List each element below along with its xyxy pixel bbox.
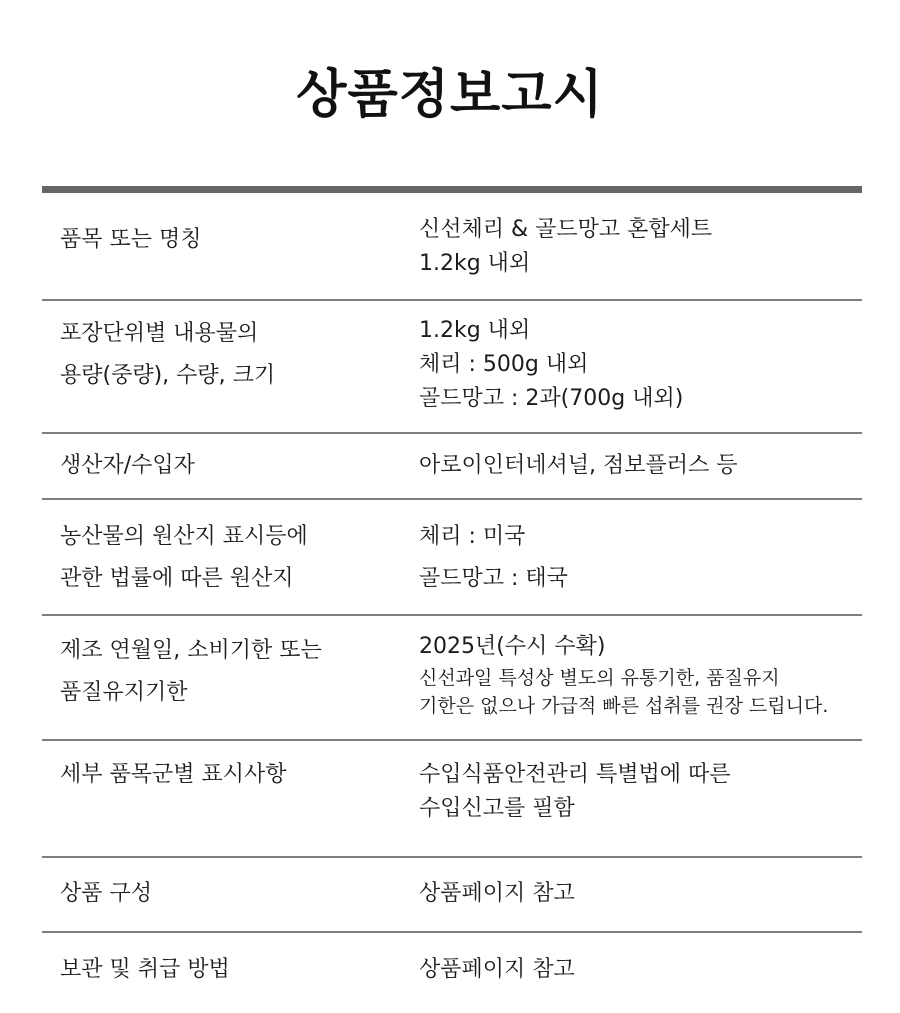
row-value: 수입식품안전관리 특별법에 따른 수입신고를 필함 <box>419 762 731 821</box>
product-info-table <box>42 186 862 1013</box>
table-row <box>42 434 862 500</box>
row-value: 아로이인터네셔널, 점보플러스 등 <box>419 453 738 478</box>
row-label: 생산자/수입자 <box>60 453 195 478</box>
row-value: 상품페이지 참고 <box>419 957 575 982</box>
table-row <box>42 500 862 616</box>
table-row <box>42 301 862 434</box>
row-label: 상품 구성 <box>60 881 153 906</box>
row-value: 상품페이지 참고 <box>419 881 575 906</box>
table-row <box>42 933 862 1013</box>
row-value: 체리 : 미국 골드망고 : 태국 <box>419 524 568 591</box>
table-row <box>42 741 862 858</box>
row-label: 세부 품목군별 표시사항 <box>60 762 287 787</box>
table-row <box>42 858 862 933</box>
page-title: 상품정보고시 <box>296 65 604 125</box>
row-value: 신선체리 & 골드망고 혼합세트 1.2kg 내외 <box>419 217 713 276</box>
table-row <box>42 193 862 301</box>
row-value: 1.2kg 내외 체리 : 500g 내외 골드망고 : 2과(700g 내외) <box>419 318 684 411</box>
row-label: 보관 및 취급 방법 <box>60 957 230 982</box>
row-label: 포장단위별 내용물의 용량(중량), 수량, 크기 <box>60 321 276 388</box>
row-value: 2025년(수시 수확) 신선과일 특성상 별도의 유통기한, 품질유지 기한은 없으나 가급적 빠른 섭취를 권장 드립니다. <box>419 634 829 717</box>
row-label: 제조 연월일, 소비기한 또는 품질유지기한 <box>60 638 322 705</box>
table-row <box>42 616 862 741</box>
row-label: 품목 또는 명칭 <box>60 227 202 252</box>
row-label: 농산물의 원산지 표시등에 관한 법률에 따른 원산지 <box>60 524 308 591</box>
